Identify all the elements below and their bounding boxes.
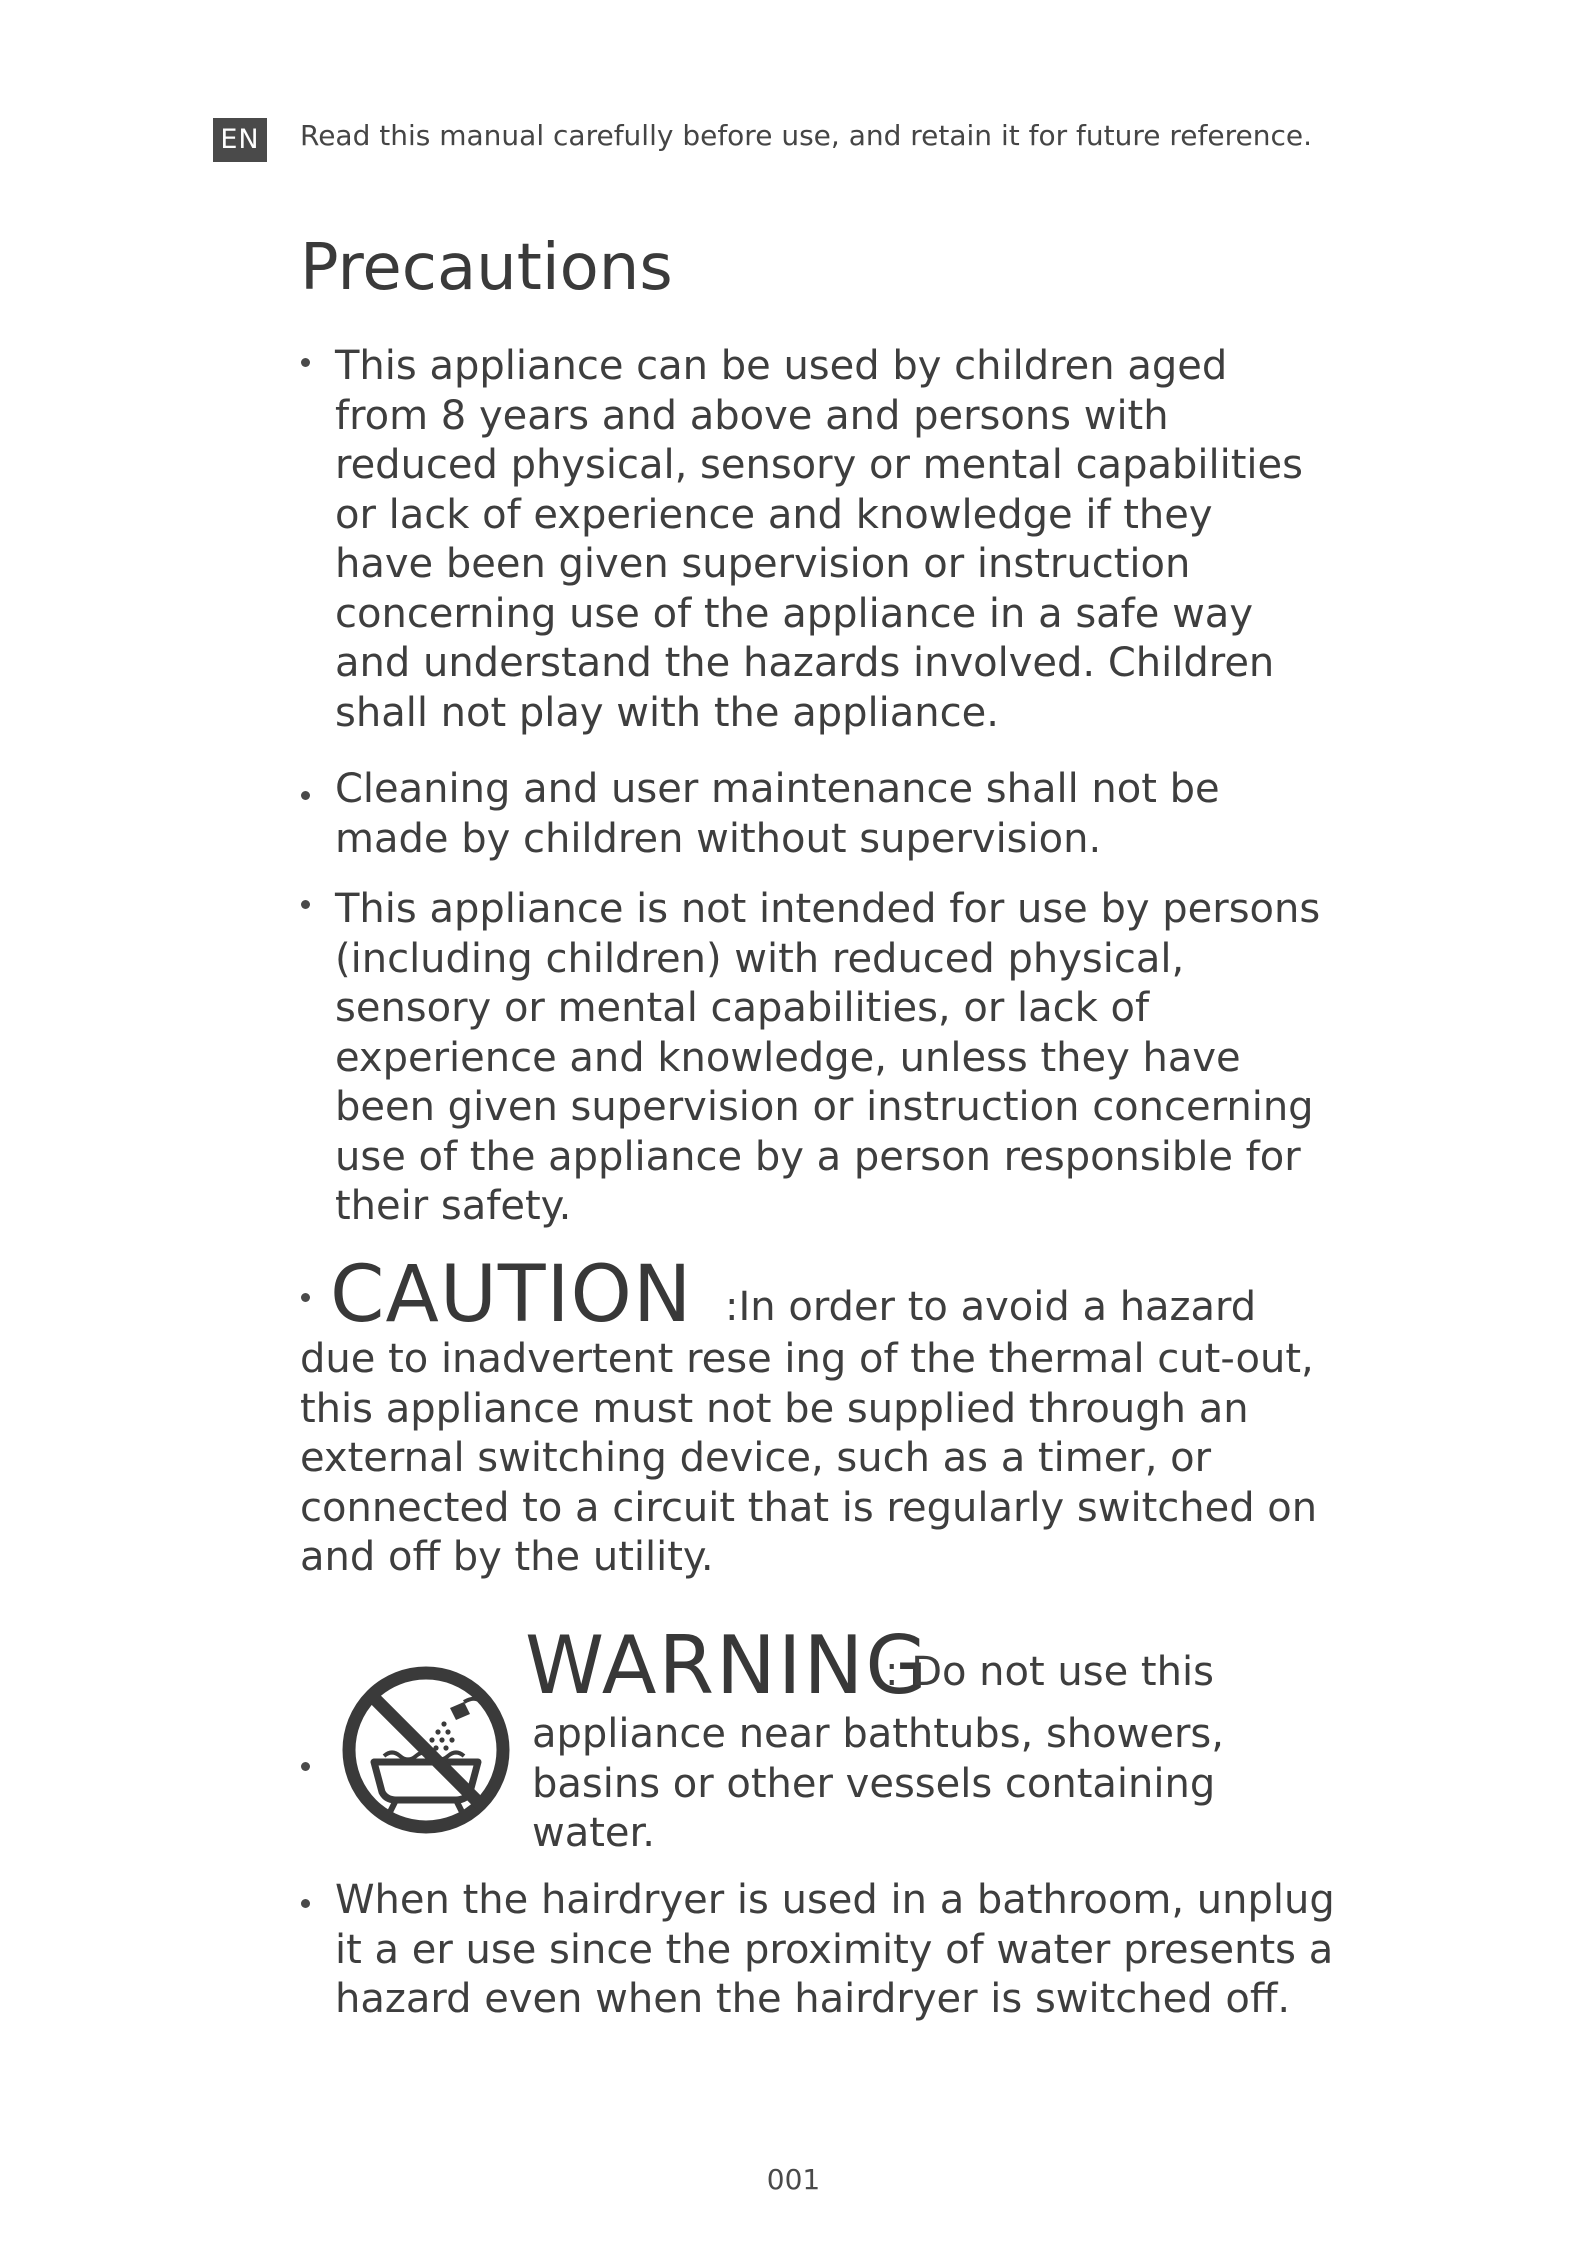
text-line: basins or other vessels containing <box>532 1760 1216 1807</box>
text-line: sensory or mental capabilities, or lack of <box>335 985 1150 1031</box>
text-line: due to inadvertent rese ing of the thermal cut-out, <box>300 1336 1314 1382</box>
caution-heading <box>300 1250 1340 1340</box>
precaution-item-cleaning <box>335 765 1335 864</box>
text-line: and understand the hazards involved. Children <box>335 640 1275 686</box>
text-line: experience and knowledge, unless they have <box>335 1034 1241 1081</box>
header-note: Read this manual carefully before use, and retain it for future reference. <box>300 119 1312 152</box>
text-line: or lack of experience and knowledge if they <box>335 491 1213 538</box>
text-line: (including children) with reduced physical, <box>335 935 1185 982</box>
text-line: this appliance must not be supplied through an <box>300 1385 1249 1432</box>
warning-label: WARNING <box>525 1619 930 1712</box>
text-line: Cleaning and user maintenance shall not be <box>335 766 1220 812</box>
text-line: their safety. <box>335 1183 572 1229</box>
bullet-dot <box>301 1762 310 1771</box>
warning-first-line: : Do not use this <box>885 1649 1214 1695</box>
text-line: This appliance can be used by children aged <box>335 343 1228 389</box>
text-line: made by children without supervision. <box>335 815 1102 862</box>
precaution-item-children-use <box>335 342 1335 738</box>
bullet-dot <box>301 1899 310 1908</box>
text-line: it a er use since the proximity of water presents a <box>335 1926 1334 1973</box>
bullet-dot <box>301 791 310 800</box>
text-line: When the hairdryer is used in a bathroom, unplug <box>335 1877 1335 1923</box>
text-line: reduced physical, sensory or mental capabilities <box>335 442 1303 488</box>
precaution-item-bathroom-unplug <box>335 1876 1335 2025</box>
bullet-dot <box>301 358 310 367</box>
page-title: Precautions <box>300 231 673 305</box>
text-line: This appliance is not intended for use by persons <box>335 886 1321 932</box>
text-line: have been given supervision or instruction <box>335 541 1191 587</box>
text-line: and off by the utility. <box>300 1534 714 1580</box>
text-line: water. <box>532 1810 656 1856</box>
text-line: hazard even when the hairdryer is switched off. <box>335 1976 1291 2022</box>
page-number: 001 <box>766 2163 821 2196</box>
caution-label: CAUTION <box>330 1250 693 1340</box>
caution-body <box>300 1335 1340 1583</box>
caution-notice <box>300 1250 1340 1583</box>
text-line: from 8 years and above and persons with <box>335 392 1169 439</box>
text-line: been given supervision or instruction concerning <box>335 1084 1314 1130</box>
bullet-dot <box>301 900 310 909</box>
precaution-item-not-intended <box>335 885 1335 1232</box>
warning-body <box>532 1710 1224 1859</box>
text-line: use of the appliance by a person responsible for <box>335 1133 1301 1180</box>
text-line: concerning use of the appliance in a safe way <box>335 590 1253 637</box>
caution-first-line: :In order to avoid a hazard <box>725 1284 1257 1330</box>
language-badge: EN <box>213 118 267 162</box>
text-line: appliance near bathtubs, showers, <box>532 1711 1224 1757</box>
text-line: connected to a circuit that is regularly switched on <box>300 1484 1318 1531</box>
no-bathtub-icon <box>338 1662 514 1838</box>
text-line: external switching device, such as a timer, or <box>300 1435 1212 1481</box>
text-line: shall not play with the appliance. <box>335 689 999 736</box>
